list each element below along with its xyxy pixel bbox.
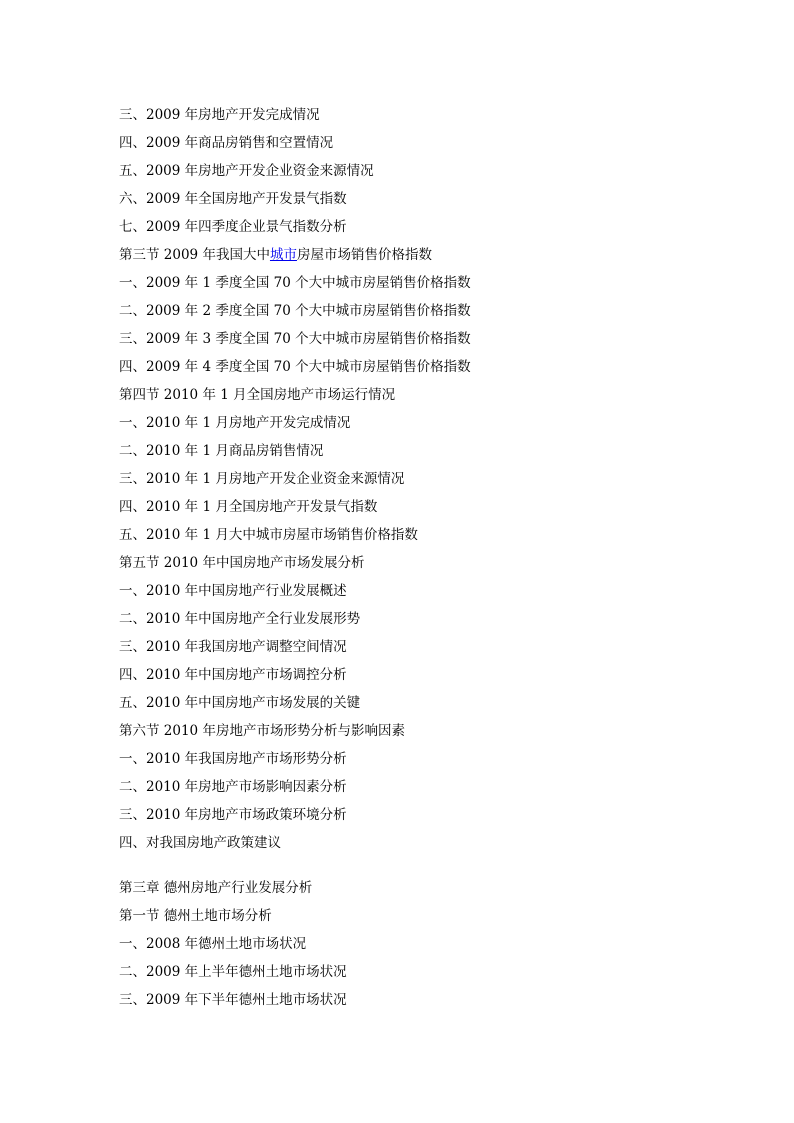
- toc-line: 五、2010 年 1 月大中城市房屋市场销售价格指数: [119, 527, 418, 543]
- table-of-contents: [119, 105, 719, 1018]
- toc-line: 四、2009 年 4 季度全国 70 个大中城市房屋销售价格指数: [119, 359, 471, 375]
- heading-text-post: 房屋市场销售价格指数: [296, 247, 432, 263]
- toc-line: 二、2010 年房地产市场影响因素分析: [119, 779, 347, 795]
- toc-line: 一、2010 年中国房地产行业发展概述: [119, 583, 347, 599]
- toc-line: 二、2009 年上半年德州土地市场状况: [119, 964, 347, 980]
- toc-chapter-heading: 第三章 德州房地产行业发展分析: [119, 880, 313, 896]
- toc-line: 三、2010 年我国房地产调整空间情况: [119, 639, 347, 655]
- toc-section-heading: 第四节 2010 年 1 月全国房地产市场运行情况: [119, 387, 396, 403]
- toc-line: 一、2010 年 1 月房地产开发完成情况: [119, 415, 351, 431]
- toc-line: 一、2010 年我国房地产市场形势分析: [119, 751, 347, 767]
- toc-line: 三、2010 年 1 月房地产开发企业资金来源情况: [119, 471, 405, 487]
- toc-line: 四、对我国房地产政策建议: [119, 835, 281, 851]
- toc-line: 二、2010 年中国房地产全行业发展形势: [119, 611, 361, 627]
- toc-section-heading: 第六节 2010 年房地产市场形势分析与影响因素: [119, 723, 405, 739]
- toc-section-heading: 第五节 2010 年中国房地产市场发展分析: [119, 555, 365, 571]
- toc-line: 六、2009 年全国房地产开发景气指数: [119, 191, 347, 207]
- toc-line: 七、2009 年四季度企业景气指数分析: [119, 219, 347, 235]
- toc-line: 五、2010 年中国房地产市场发展的关键: [119, 695, 361, 711]
- toc-line: 三、2009 年房地产开发完成情况: [119, 107, 320, 123]
- toc-line: 四、2010 年中国房地产市场调控分析: [119, 667, 347, 683]
- city-link[interactable]: 城市: [269, 247, 297, 263]
- toc-line: 四、2010 年 1 月全国房地产开发景气指数: [119, 499, 378, 515]
- toc-line: 四、2009 年商品房销售和空置情况: [119, 135, 334, 151]
- toc-line: 三、2009 年 3 季度全国 70 个大中城市房屋销售价格指数: [119, 331, 471, 347]
- toc-line: 二、2010 年 1 月商品房销售情况: [119, 443, 324, 459]
- toc-section-heading: 第一节 德州土地市场分析: [119, 908, 272, 924]
- toc-line: 二、2009 年 2 季度全国 70 个大中城市房屋销售价格指数: [119, 303, 471, 319]
- toc-line: 一、2008 年德州土地市场状况: [119, 936, 307, 952]
- toc-line: 五、2009 年房地产开发企业资金来源情况: [119, 163, 374, 179]
- toc-line: 一、2009 年 1 季度全国 70 个大中城市房屋销售价格指数: [119, 275, 471, 291]
- toc-line: 三、2010 年房地产市场政策环境分析: [119, 807, 347, 823]
- heading-text-pre: 第三节 2009 年我国大中: [119, 247, 270, 263]
- toc-line: 三、2009 年下半年德州土地市场状况: [119, 992, 347, 1008]
- toc-section-heading: [119, 245, 719, 273]
